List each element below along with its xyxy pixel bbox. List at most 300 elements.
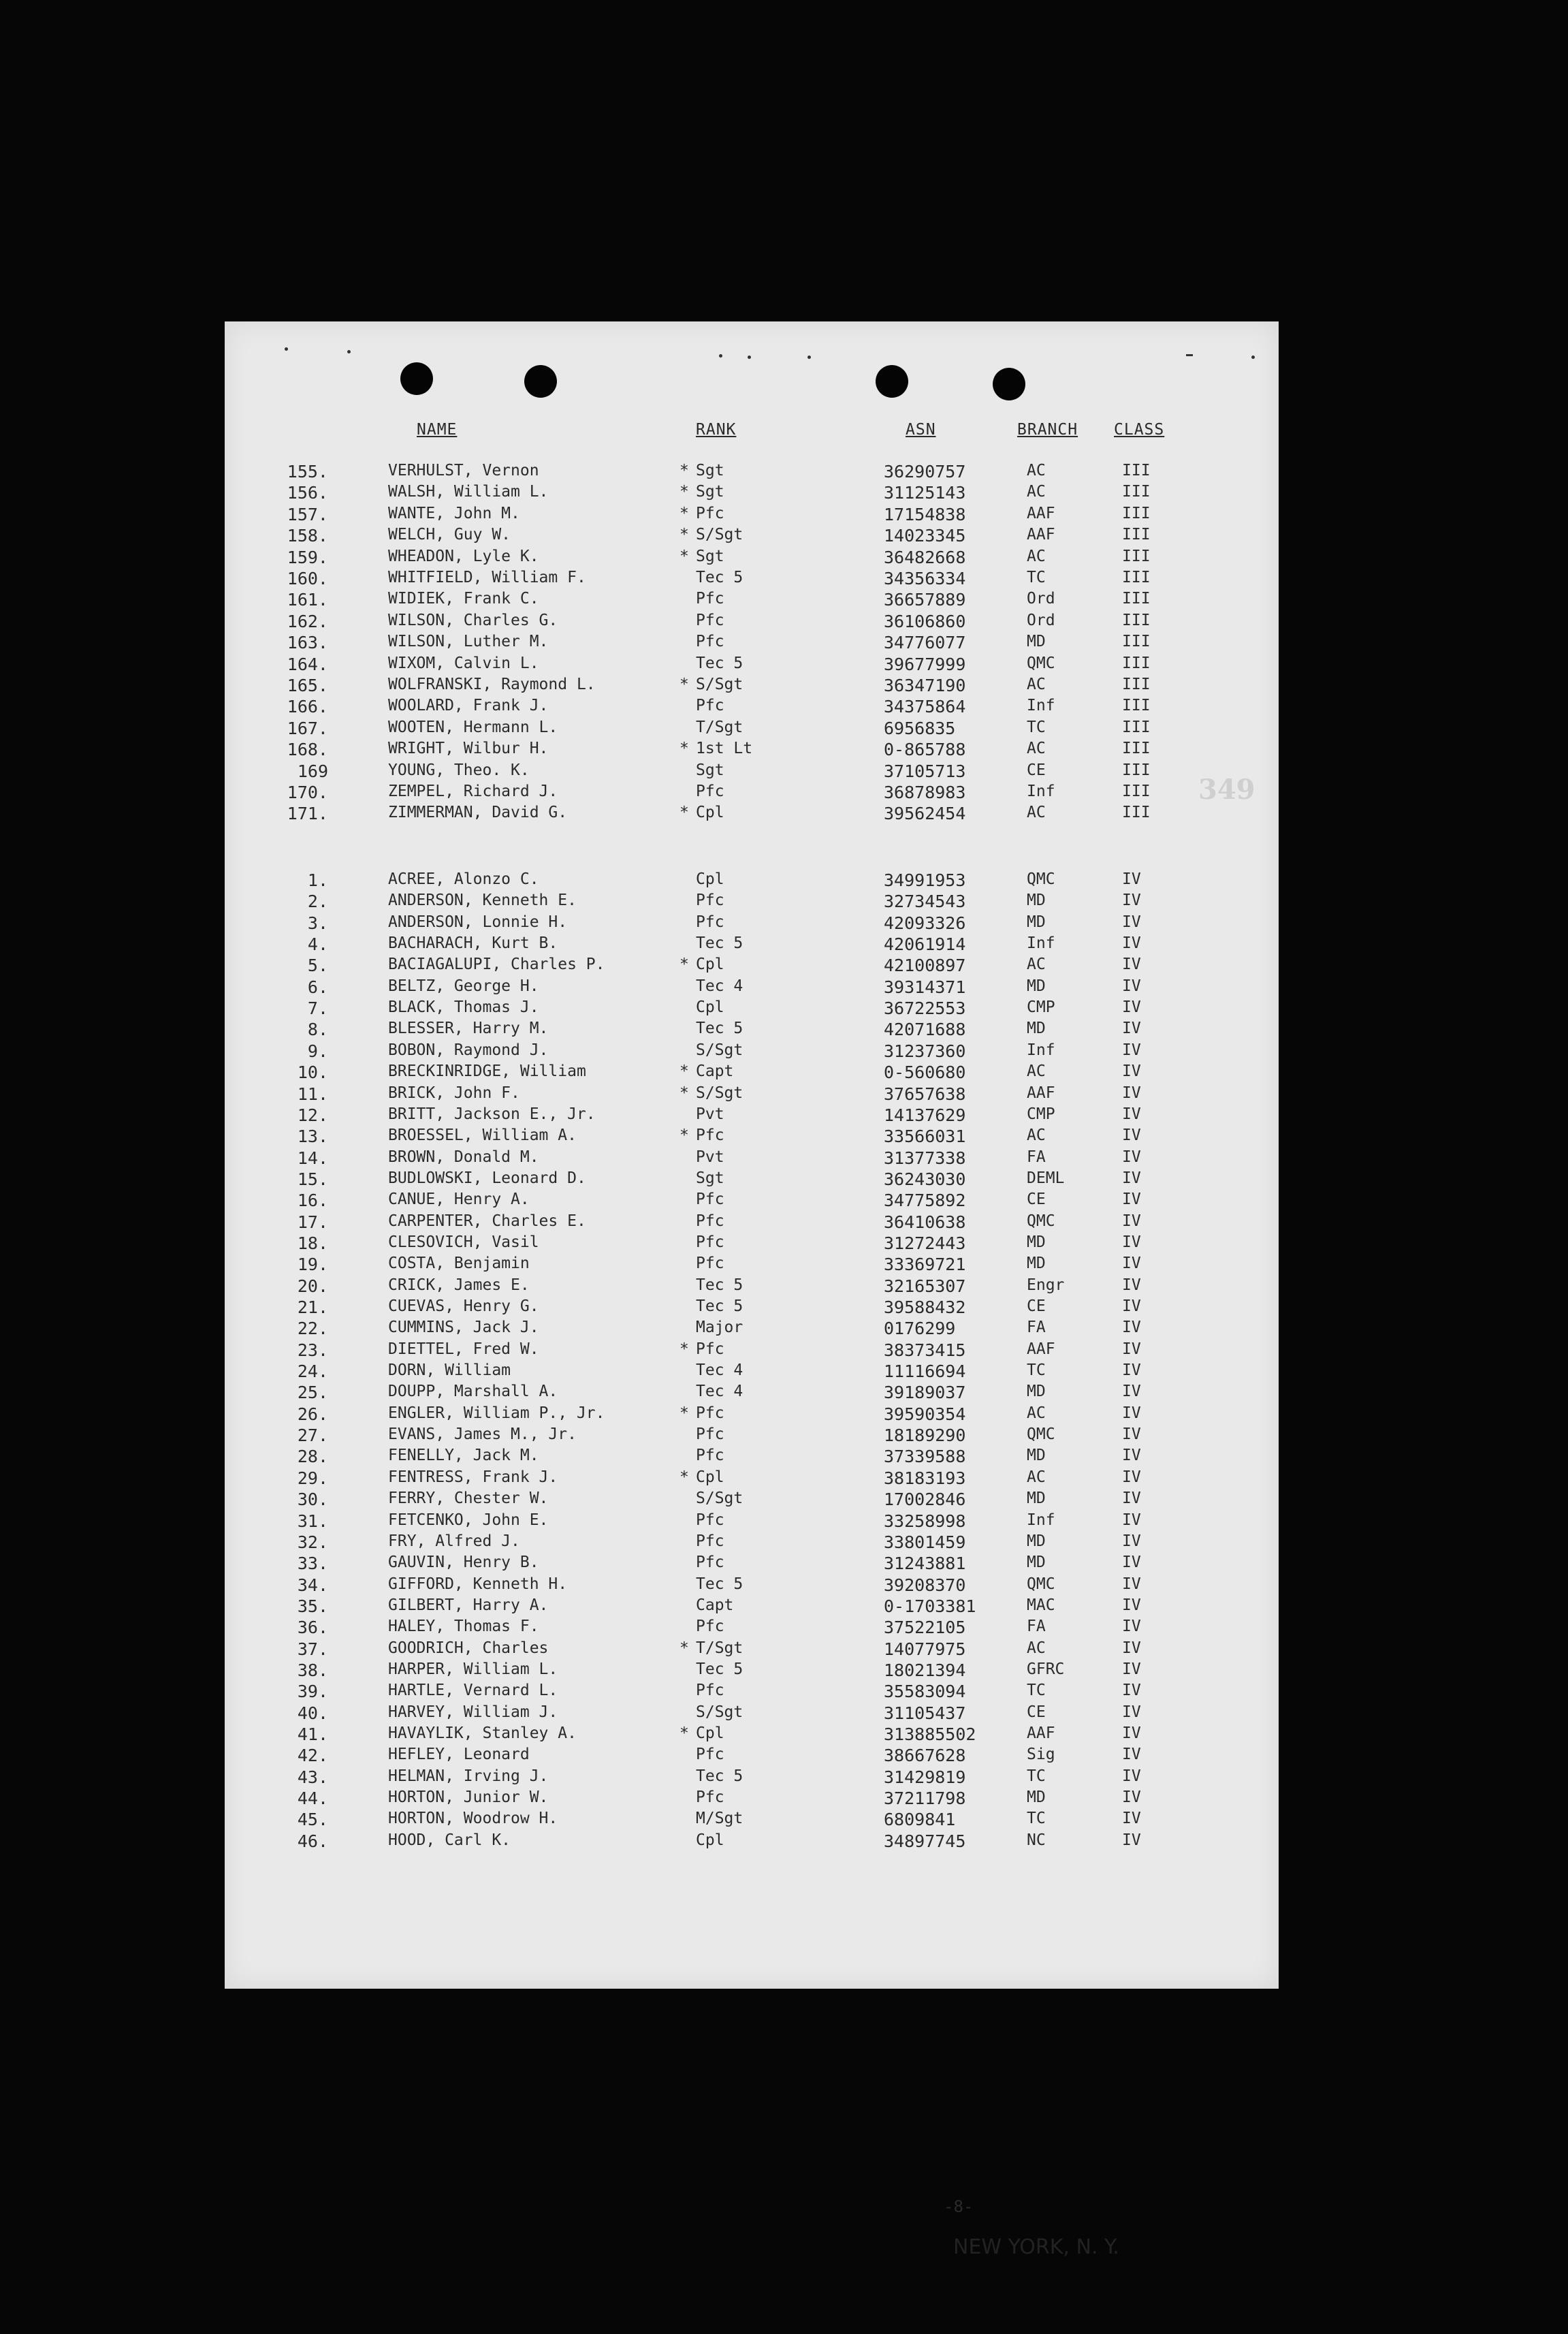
cell-class: IV bbox=[1122, 1126, 1141, 1145]
cell-num: 156. bbox=[287, 483, 328, 503]
punch-hole bbox=[993, 368, 1025, 400]
cell-asn: 39189037 bbox=[884, 1383, 966, 1403]
cell-rank: Sgt bbox=[696, 547, 724, 565]
cell-num: 39. bbox=[297, 1682, 328, 1702]
table-row bbox=[225, 1148, 1279, 1169]
city-footer: NEW YORK, N. Y. bbox=[953, 2235, 1119, 2259]
cell-class: IV bbox=[1122, 1340, 1141, 1358]
cell-class: IV bbox=[1122, 1276, 1141, 1294]
cell-rank: Pfc bbox=[696, 1126, 724, 1145]
cell-rank: Pfc bbox=[696, 1212, 724, 1230]
cell-asn: 0-560680 bbox=[884, 1062, 966, 1083]
cell-class: III bbox=[1122, 504, 1151, 522]
cell-name: ANDERSON, Kenneth E. bbox=[388, 892, 577, 910]
cell-branch: AAF bbox=[1027, 1084, 1055, 1102]
cell-rank: S/Sgt bbox=[696, 1084, 743, 1102]
cell-name: WOOLARD, Frank J. bbox=[388, 697, 549, 715]
cell-asn: 31125143 bbox=[884, 483, 966, 503]
cell-branch: MD bbox=[1027, 1383, 1046, 1401]
cell-num: 14. bbox=[297, 1148, 328, 1168]
page-number: -8- bbox=[944, 2197, 974, 2216]
table-row bbox=[225, 1660, 1279, 1682]
cell-branch: AC bbox=[1027, 956, 1046, 974]
cell-class: IV bbox=[1122, 1788, 1141, 1807]
cell-class: III bbox=[1122, 783, 1151, 800]
cell-name: DOUPP, Marshall A. bbox=[388, 1383, 558, 1401]
cell-branch: QMC bbox=[1027, 1212, 1055, 1230]
cell-asn: 31429819 bbox=[884, 1767, 966, 1787]
cell-asn: 34897745 bbox=[884, 1831, 966, 1851]
cell-branch: AC bbox=[1027, 1062, 1046, 1081]
cell-num: 3. bbox=[307, 913, 328, 933]
cell-num: 20. bbox=[297, 1276, 328, 1296]
cell-asn: 42061914 bbox=[884, 934, 966, 955]
cell-name: BACIAGALUPI, Charles P. bbox=[388, 956, 605, 974]
header-name: NAME bbox=[417, 421, 458, 439]
cell-rank: Pfc bbox=[696, 1425, 724, 1444]
punch-hole bbox=[400, 362, 433, 395]
cell-num: 2. bbox=[307, 892, 328, 912]
cell-name: CLESOVICH, Vasil bbox=[388, 1233, 539, 1251]
cell-branch: MD bbox=[1027, 1020, 1046, 1038]
cell-class: IV bbox=[1122, 1575, 1141, 1593]
cell-class: IV bbox=[1122, 1148, 1141, 1166]
cell-class: IV bbox=[1122, 1767, 1141, 1785]
cell-branch: AC bbox=[1027, 462, 1046, 479]
cell-asn: 36347190 bbox=[884, 676, 966, 695]
cell-num: 29. bbox=[297, 1468, 328, 1488]
cell-rank: Pfc bbox=[696, 783, 724, 800]
cell-class: IV bbox=[1122, 1682, 1141, 1700]
cell-num: 32. bbox=[297, 1532, 328, 1552]
paper-speck bbox=[285, 347, 288, 351]
cell-class: III bbox=[1122, 740, 1151, 758]
cell-class: IV bbox=[1122, 1447, 1141, 1465]
cell-num: 8. bbox=[307, 1020, 328, 1040]
cell-branch: AC bbox=[1027, 1639, 1046, 1657]
cell-num: 164. bbox=[287, 654, 328, 674]
table-row bbox=[225, 1041, 1279, 1062]
cell-class: IV bbox=[1122, 1831, 1141, 1849]
cell-num: 159. bbox=[287, 547, 328, 567]
cell-name: ANDERSON, Lonnie H. bbox=[388, 913, 568, 931]
cell-branch: CMP bbox=[1027, 1105, 1055, 1123]
cell-name: WOLFRANSKI, Raymond L. bbox=[388, 676, 596, 693]
cell-rank: Tec 5 bbox=[696, 1020, 743, 1038]
cell-asn: 34356334 bbox=[884, 569, 966, 588]
cell-class: III bbox=[1122, 590, 1151, 608]
cell-class: III bbox=[1122, 547, 1151, 565]
cell-class: IV bbox=[1122, 1618, 1141, 1636]
table-row bbox=[225, 1447, 1279, 1468]
cell-num: 166. bbox=[287, 697, 328, 717]
cell-name: CUEVAS, Henry G. bbox=[388, 1297, 539, 1315]
cell-rank: Pfc bbox=[696, 1511, 724, 1529]
table-row bbox=[225, 1596, 1279, 1618]
cell-class: IV bbox=[1122, 1212, 1141, 1230]
cell-asn: 37105713 bbox=[884, 761, 966, 781]
cell-class: III bbox=[1122, 569, 1151, 586]
cell-rank: Pvt bbox=[696, 1148, 724, 1166]
table-row bbox=[225, 1212, 1279, 1233]
cell-class: IV bbox=[1122, 1810, 1141, 1828]
cell-asn: 36722553 bbox=[884, 998, 966, 1019]
cell-num: 43. bbox=[297, 1767, 328, 1787]
table-row bbox=[225, 1404, 1279, 1425]
table-row bbox=[225, 1618, 1279, 1639]
cell-num: 23. bbox=[297, 1340, 328, 1360]
cell-class: IV bbox=[1122, 1190, 1141, 1209]
cell-branch: DEML bbox=[1027, 1169, 1065, 1187]
cell-name: HEFLEY, Leonard bbox=[388, 1746, 530, 1764]
cell-name: BLACK, Thomas J. bbox=[388, 998, 539, 1017]
cell-asn: 39314371 bbox=[884, 977, 966, 997]
cell-name: HORTON, Woodrow H. bbox=[388, 1810, 558, 1828]
table-row bbox=[225, 1062, 1279, 1084]
cell-branch: MD bbox=[1027, 633, 1046, 651]
cell-asn: 39677999 bbox=[884, 654, 966, 674]
table-row bbox=[225, 1105, 1279, 1126]
cell-branch: AAF bbox=[1027, 526, 1055, 544]
table-row bbox=[225, 1682, 1279, 1703]
cell-star: * bbox=[679, 1404, 689, 1422]
cell-asn: 14023345 bbox=[884, 526, 966, 546]
cell-num: 42. bbox=[297, 1746, 328, 1766]
cell-rank: Pfc bbox=[696, 892, 724, 910]
cell-branch: TC bbox=[1027, 718, 1046, 736]
cell-name: EVANS, James M., Jr. bbox=[388, 1425, 577, 1444]
cell-num: 1. bbox=[307, 870, 328, 890]
cell-num: 22. bbox=[297, 1319, 328, 1339]
cell-class: IV bbox=[1122, 1425, 1141, 1444]
cell-branch: AC bbox=[1027, 1126, 1046, 1145]
punch-hole bbox=[524, 365, 557, 398]
cell-num: 37. bbox=[297, 1639, 328, 1659]
cell-class: IV bbox=[1122, 1319, 1141, 1337]
cell-branch: MD bbox=[1027, 892, 1046, 910]
cell-rank: Tec 5 bbox=[696, 1660, 743, 1678]
cell-num: 35. bbox=[297, 1596, 328, 1616]
cell-rank: Pfc bbox=[696, 590, 724, 608]
cell-asn: 39208370 bbox=[884, 1575, 966, 1595]
cell-name: HAVAYLIK, Stanley A. bbox=[388, 1724, 577, 1742]
table-row bbox=[225, 1190, 1279, 1212]
cell-branch: MD bbox=[1027, 977, 1046, 995]
cell-num: 160. bbox=[287, 569, 328, 588]
table-row bbox=[225, 697, 1279, 718]
cell-asn: 36243030 bbox=[884, 1169, 966, 1189]
cell-branch: FA bbox=[1027, 1319, 1046, 1337]
cell-branch: CE bbox=[1027, 1703, 1046, 1721]
cell-asn: 17154838 bbox=[884, 504, 966, 524]
cell-rank: Tec 4 bbox=[696, 977, 743, 995]
cell-name: GILBERT, Harry A. bbox=[388, 1596, 549, 1614]
cell-asn: 34775892 bbox=[884, 1190, 966, 1211]
table-row bbox=[225, 892, 1279, 913]
cell-name: BACHARACH, Kurt B. bbox=[388, 934, 558, 953]
cell-rank: Major bbox=[696, 1319, 743, 1337]
table-row bbox=[225, 569, 1279, 590]
cell-num: 30. bbox=[297, 1489, 328, 1510]
cell-class: IV bbox=[1122, 998, 1141, 1017]
table-row bbox=[225, 548, 1279, 569]
cell-name: FENTRESS, Frank J. bbox=[388, 1468, 558, 1486]
table-row bbox=[225, 1532, 1279, 1554]
cell-name: HELMAN, Irving J. bbox=[388, 1767, 549, 1785]
cell-num: 38. bbox=[297, 1660, 328, 1680]
cell-branch: QMC bbox=[1027, 870, 1055, 888]
table-row bbox=[225, 1084, 1279, 1105]
cell-branch: QMC bbox=[1027, 1575, 1055, 1593]
cell-class: IV bbox=[1122, 1532, 1141, 1550]
cell-name: WOOTEN, Hermann L. bbox=[388, 718, 558, 736]
cell-num: 19. bbox=[297, 1255, 328, 1275]
cell-branch: QMC bbox=[1027, 1425, 1055, 1444]
table-row bbox=[225, 1468, 1279, 1489]
cell-num: 26. bbox=[297, 1404, 328, 1424]
cell-asn: 35583094 bbox=[884, 1682, 966, 1702]
cell-asn: 38667628 bbox=[884, 1746, 966, 1766]
cell-rank: Pfc bbox=[696, 1618, 724, 1636]
cell-name: WALSH, William L. bbox=[388, 483, 549, 501]
cell-asn: 42100897 bbox=[884, 956, 966, 976]
cell-name: WRIGHT, Wilbur H. bbox=[388, 740, 549, 758]
cell-star: * bbox=[679, 1639, 689, 1657]
cell-asn: 31272443 bbox=[884, 1233, 966, 1253]
cell-name: ZIMMERMAN, David G. bbox=[388, 804, 568, 822]
cell-asn: 33369721 bbox=[884, 1255, 966, 1275]
cell-branch: AC bbox=[1027, 1404, 1046, 1422]
cell-branch: MD bbox=[1027, 1554, 1046, 1572]
cell-branch: Inf bbox=[1027, 697, 1055, 715]
cell-class: IV bbox=[1122, 1468, 1141, 1486]
cell-num: 155. bbox=[287, 462, 328, 482]
cell-rank: 1st Lt bbox=[696, 740, 753, 758]
cell-num: 11. bbox=[297, 1084, 328, 1104]
table-row bbox=[225, 783, 1279, 804]
table-row bbox=[225, 740, 1279, 761]
cell-name: GOODRICH, Charles bbox=[388, 1639, 549, 1657]
cell-class: IV bbox=[1122, 1062, 1141, 1081]
cell-class: III bbox=[1122, 718, 1151, 736]
table-row bbox=[225, 1554, 1279, 1575]
cell-name: WILSON, Charles G. bbox=[388, 611, 558, 629]
header-asn: ASN bbox=[906, 421, 936, 439]
cell-branch: AC bbox=[1027, 740, 1046, 758]
cell-rank: Pfc bbox=[696, 633, 724, 651]
cell-rank: Tec 5 bbox=[696, 654, 743, 672]
cell-asn: 33566031 bbox=[884, 1126, 966, 1147]
cell-class: IV bbox=[1122, 870, 1141, 888]
cell-rank: Capt bbox=[696, 1062, 734, 1081]
cell-asn: 36657889 bbox=[884, 590, 966, 610]
cell-rank: Tec 5 bbox=[696, 1297, 743, 1315]
cell-num: 21. bbox=[297, 1297, 328, 1317]
cell-rank: Pfc bbox=[696, 1788, 724, 1807]
table-row bbox=[225, 1489, 1279, 1511]
cell-asn: 0-1703381 bbox=[884, 1596, 976, 1616]
cell-name: HOOD, Carl K. bbox=[388, 1831, 511, 1849]
cell-branch: TC bbox=[1027, 1810, 1046, 1828]
cell-branch: Inf bbox=[1027, 1041, 1055, 1059]
header-rank: RANK bbox=[696, 421, 737, 439]
table-row bbox=[225, 1703, 1279, 1724]
cell-num: 33. bbox=[297, 1554, 328, 1574]
cell-branch: MD bbox=[1027, 1489, 1046, 1508]
cell-name: HALEY, Thomas F. bbox=[388, 1618, 539, 1636]
cell-star: * bbox=[679, 676, 689, 693]
table-row bbox=[225, 505, 1279, 526]
cell-branch: MD bbox=[1027, 1233, 1046, 1251]
cell-rank: Pvt bbox=[696, 1105, 724, 1123]
cell-rank: Pfc bbox=[696, 1255, 724, 1273]
table-row bbox=[225, 998, 1279, 1020]
cell-num: 158. bbox=[287, 526, 328, 546]
cell-star: * bbox=[679, 1062, 689, 1081]
cell-class: IV bbox=[1122, 1489, 1141, 1508]
cell-num: 5. bbox=[307, 956, 328, 976]
cell-class: IV bbox=[1122, 1383, 1141, 1401]
cell-rank: S/Sgt bbox=[696, 1703, 743, 1721]
cell-num: 168. bbox=[287, 740, 328, 760]
paper-speck bbox=[719, 354, 722, 358]
cell-num: 165. bbox=[287, 676, 328, 695]
table-row bbox=[225, 612, 1279, 633]
cell-num: 7. bbox=[307, 998, 328, 1019]
cell-num: 170. bbox=[287, 783, 328, 802]
cell-asn: 42093326 bbox=[884, 913, 966, 933]
cell-name: ZEMPEL, Richard J. bbox=[388, 783, 558, 800]
table-row bbox=[225, 633, 1279, 654]
cell-num: 17. bbox=[297, 1212, 328, 1232]
paper-speck bbox=[347, 350, 351, 353]
table-row bbox=[225, 590, 1279, 611]
cell-branch: CE bbox=[1027, 761, 1046, 779]
document-page bbox=[225, 321, 1279, 2259]
cell-asn: 31243881 bbox=[884, 1554, 966, 1574]
cell-name: BELTZ, George H. bbox=[388, 977, 539, 995]
table-row bbox=[225, 1233, 1279, 1255]
cell-rank: S/Sgt bbox=[696, 1489, 743, 1508]
cell-num: 27. bbox=[297, 1425, 328, 1446]
cell-asn: 17002846 bbox=[884, 1489, 966, 1510]
cell-star: * bbox=[679, 1340, 689, 1358]
cell-num: 163. bbox=[287, 633, 328, 653]
cell-star: * bbox=[679, 740, 689, 758]
cell-num: 28. bbox=[297, 1447, 328, 1467]
cell-branch: Ord bbox=[1027, 611, 1055, 629]
cell-asn: 11116694 bbox=[884, 1361, 966, 1382]
cell-branch: AAF bbox=[1027, 1340, 1055, 1358]
cell-rank: Sgt bbox=[696, 462, 724, 479]
stamp-number: 349 bbox=[1198, 774, 1255, 806]
table-row bbox=[225, 977, 1279, 998]
table-row bbox=[225, 804, 1279, 825]
cell-num: 12. bbox=[297, 1105, 328, 1125]
cell-rank: Cpl bbox=[696, 1831, 724, 1849]
cell-branch: FA bbox=[1027, 1618, 1046, 1636]
cell-class: IV bbox=[1122, 1746, 1141, 1764]
cell-star: * bbox=[679, 804, 689, 822]
cell-rank: Pfc bbox=[696, 913, 724, 931]
cell-branch: MD bbox=[1027, 1788, 1046, 1807]
cell-class: III bbox=[1122, 654, 1151, 672]
table-row bbox=[225, 1810, 1279, 1831]
cell-name: DIETTEL, Fred W. bbox=[388, 1340, 539, 1358]
cell-name: GIFFORD, Kenneth H. bbox=[388, 1575, 568, 1593]
cell-name: WANTE, John M. bbox=[388, 504, 520, 522]
cell-name: BRITT, Jackson E., Jr. bbox=[388, 1105, 596, 1123]
cell-asn: 37339588 bbox=[884, 1447, 966, 1467]
table-row bbox=[225, 1340, 1279, 1361]
cell-branch: AC bbox=[1027, 676, 1046, 693]
cell-class: IV bbox=[1122, 977, 1141, 995]
cell-name: HORTON, Junior W. bbox=[388, 1788, 549, 1807]
cell-class: III bbox=[1122, 761, 1151, 779]
cell-name: BUDLOWSKI, Leonard D. bbox=[388, 1169, 586, 1187]
cell-num: 162. bbox=[287, 611, 328, 631]
cell-num: 13. bbox=[297, 1126, 328, 1147]
cell-name: GAUVIN, Henry B. bbox=[388, 1554, 539, 1572]
cell-branch: CMP bbox=[1027, 998, 1055, 1017]
cell-name: COSTA, Benjamin bbox=[388, 1255, 530, 1273]
cell-rank: Tec 5 bbox=[696, 569, 743, 586]
cell-rank: Pfc bbox=[696, 611, 724, 629]
cell-branch: MD bbox=[1027, 913, 1046, 931]
cell-rank: Pfc bbox=[696, 1340, 724, 1358]
cell-num: 31. bbox=[297, 1511, 328, 1531]
cell-rank: Sgt bbox=[696, 1169, 724, 1187]
cell-class: III bbox=[1122, 462, 1151, 479]
cell-name: CUMMINS, Jack J. bbox=[388, 1319, 539, 1337]
cell-name: HARTLE, Vernard L. bbox=[388, 1682, 558, 1700]
cell-asn: 18021394 bbox=[884, 1660, 966, 1680]
cell-asn: 34375864 bbox=[884, 697, 966, 717]
cell-asn: 6956835 bbox=[884, 718, 956, 738]
cell-num: 9. bbox=[307, 1041, 328, 1061]
cell-name: CARPENTER, Charles E. bbox=[388, 1212, 586, 1230]
cell-class: IV bbox=[1122, 1724, 1141, 1742]
cell-class: III bbox=[1122, 483, 1151, 501]
cell-branch: TC bbox=[1027, 1361, 1046, 1380]
cell-class: IV bbox=[1122, 1361, 1141, 1380]
cell-class: IV bbox=[1122, 1554, 1141, 1572]
table-row bbox=[225, 934, 1279, 956]
cell-branch: TC bbox=[1027, 1767, 1046, 1785]
table-row bbox=[225, 526, 1279, 547]
cell-name: HARVEY, William J. bbox=[388, 1703, 558, 1721]
cell-branch: MD bbox=[1027, 1532, 1046, 1550]
cell-asn: 0176299 bbox=[884, 1319, 956, 1339]
cell-class: IV bbox=[1122, 892, 1141, 910]
table-row bbox=[225, 1831, 1279, 1852]
cell-num: 6. bbox=[307, 977, 328, 997]
cell-branch: Ord bbox=[1027, 590, 1055, 608]
cell-asn: 32165307 bbox=[884, 1276, 966, 1296]
cell-num: 171. bbox=[287, 804, 328, 824]
cell-name: BRECKINRIDGE, William bbox=[388, 1062, 586, 1081]
cell-class: IV bbox=[1122, 1020, 1141, 1038]
cell-star: * bbox=[679, 462, 689, 479]
cell-branch: QMC bbox=[1027, 654, 1055, 672]
cell-star: * bbox=[679, 547, 689, 565]
cell-rank: Cpl bbox=[696, 1724, 724, 1742]
cell-class: IV bbox=[1122, 1255, 1141, 1273]
cell-num: 161. bbox=[287, 590, 328, 610]
cell-rank: Cpl bbox=[696, 998, 724, 1017]
cell-num: 34. bbox=[297, 1575, 328, 1595]
cell-rank: Tec 5 bbox=[696, 1276, 743, 1294]
